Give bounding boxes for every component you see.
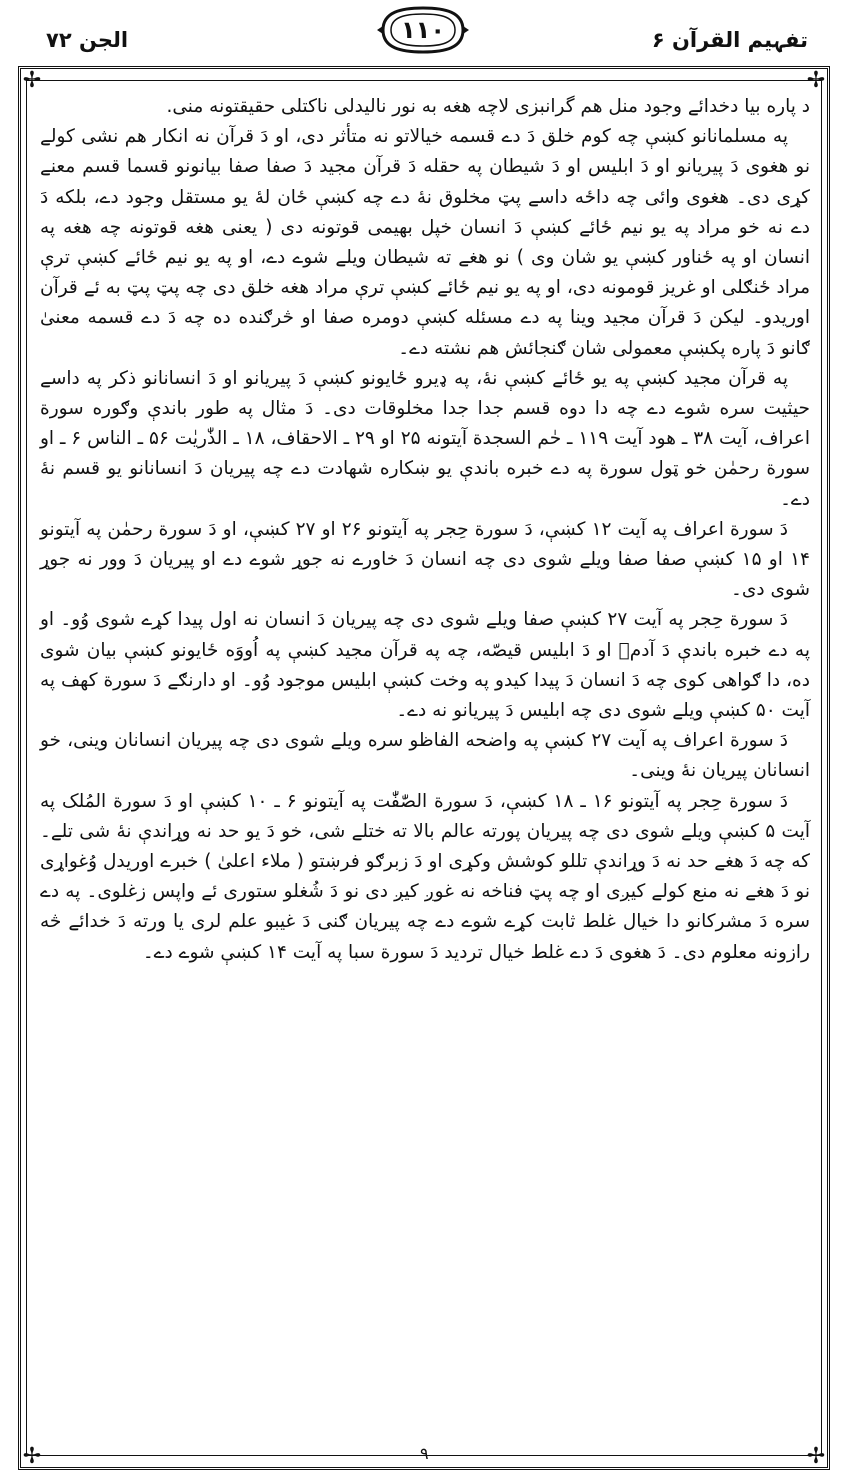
paragraph: دَ سورة اعراف په آیت ۲۷ کښې په واضحه الفاظو سره ویلے شوی دی چه پیریان انسانان وینی، خو انسانان پیریان نهٔ وینی۔	[40, 730, 810, 782]
corner-ornament-icon: ✢	[22, 67, 42, 93]
main-text	[40, 92, 810, 968]
book-title: تفہیم القرآن ۶	[651, 28, 808, 52]
paragraph: دَ سورة حِجر په آیت ۲۷ کښې صفا ویلے شوی دی چه پیریان دَ انسان نه اول پیدا کړے شوی وُو۔ او په دے خبره باندې دَ آدمؑ او دَ ابلیس قیصّه، چه په قرآن مجید کښې په اُووَه ځایونو کښې بیان شوی ده، دا ګواهی کوی چه دَ انسان دَ پیدا کیدو په وخت کښې ابلیس موجود وُو۔ او دارنګے دَ سورة کهف په آیت ۵۰ کښې ویلے شوی دی چه ابلیس دَ پیریانو نه دے۔	[40, 609, 810, 722]
surah-label: الجن ۷۲	[46, 28, 129, 52]
paragraph: دَ سورة حِجر په آیتونو ۱۶ ـ ۱۸ کښې، دَ سورة الصّٰفّٰت په آیتونو ۶ ـ ۱۰ کښې او دَ سورة المُلک په آیت ۵ کښې ویلے شوی دی چه پیریان پورته عالم بالا ته ختلے شی، خو دَ یو حد نه وړاندې نهٔ شی تلے۔ که چه دَ هغے حد نه دَ وړاندې تللو کوشش وکړی او دَ زبرګو فرښتو ( ملاء اعلیٰ ) خبرے اوریدل وُغواړی نو دَ هغے نه منع کولے کیږی او چه پټ فناخه نه غوږ کیږ دی نو دَ شُغلو ستوری ئے واپس زغلوی۔ په دے سره دَ مشرکانو دا خیال غلط ثابت کړے شوے دے چه پیریان ګنی دَ غیبو علم لری یا ورته دَ خدائے څه رازونه معلوم دی۔ دَ هغوی دَ دے غلط خیال تردید دَ سورة سبا په آیت ۱۴ کښې شوے دے۔	[40, 790, 810, 963]
paragraph: د پاره بیا دخدائے وجود منل هم گرانبزی لاچه هغه به نور نالیدلی ناکتلی حقیقتونه منی.	[166, 96, 810, 117]
paragraph: په مسلمانانو کښې چه کوم خلق دَ دے قسمه خیالاتو نه متأثر دی، او دَ قرآن نه انکار هم نشی کولے نو هغوی دَ پیریانو او دَ ابلیس او دَ شیطان په حقله دَ قرآن مجید دَ صفا صفا بیانونو قسما قسم معنے کړی دی۔ هغوی وائی چه داځه داسے پټ مخلوق نهٔ دے چه کښې ځان لهٔ یو مستقل وجود دے، بلکه دَ دے نه خو مراد په یو نیم ځائے کښې دَ انسان خپل بهیمی قوتونه دی ( یعنی هغه قوتونه چه هغه په انسان او په ځناور کښې یو شان وی ) نو هغے ته شیطان ویلے شوے دے، او په یو نیم ځائے کښې ترې مراد ځنګلی او غریز قومونه دی، او په یو نیم ځائے کښې ترې مراد هغه خلق دی چه پټ پټ به ئے قرآن اوریدو۔ لیکن دَ قرآن مجید وینا په دے مسئله کښې دومره صفا او څرګنده ده چه دَ دے قسمه معنیٰ ګانو دَ پاره پکښې معمولی شان ګنجائش هم نشته دے۔	[40, 126, 810, 359]
page-number-cartouche	[373, 4, 473, 56]
paragraph: په قرآن مجید کښې په یو ځائے کښې نهٔ، په ډیرو ځایونو کښې دَ پیریانو او دَ انسانانو ذکر په داسے حیثیت سره شوے دے چه دا دوه قسم جدا جدا مخلوقات دی۔ دَ مثال په طور باندې وګوره سورة اعراف، آیت ۳۸ ـ هود آیت ۱۱۹ ـ حٰم السجدة آیتونه ۲۵ او ۲۹ ـ الاحقاف، ۱۸ ـ الذّٰریٰت ۵۶ ـ الناس ۶ ـ او سورة رحمٰن خو ټول سورة په دے خبره باندې یو ښکاره شهادت دے چه پیریان دَ انسانانو یو قسم نهٔ دے۔	[40, 367, 810, 510]
page-number: ۱۱۰	[401, 16, 445, 44]
corner-ornament-icon: ✢	[806, 1443, 826, 1469]
footer-mark: ۹	[420, 1444, 429, 1463]
paragraph: دَ سورة اعراف په آیت ۱۲ کښې، دَ سورة حِجر په آیتونو ۲۶ او ۲۷ کښې، او دَ سورة رحمٰن په آیتونو ۱۴ او ۱۵ کښې صفا صفا ویلے شوی دی چه انسان دَ خاورے نه جوړ شوے دے او پیریان دَ وور نه جوړ شوی دی۔	[40, 518, 810, 601]
corner-ornament-icon: ✢	[806, 67, 826, 93]
corner-ornament-icon: ✢	[22, 1443, 42, 1469]
